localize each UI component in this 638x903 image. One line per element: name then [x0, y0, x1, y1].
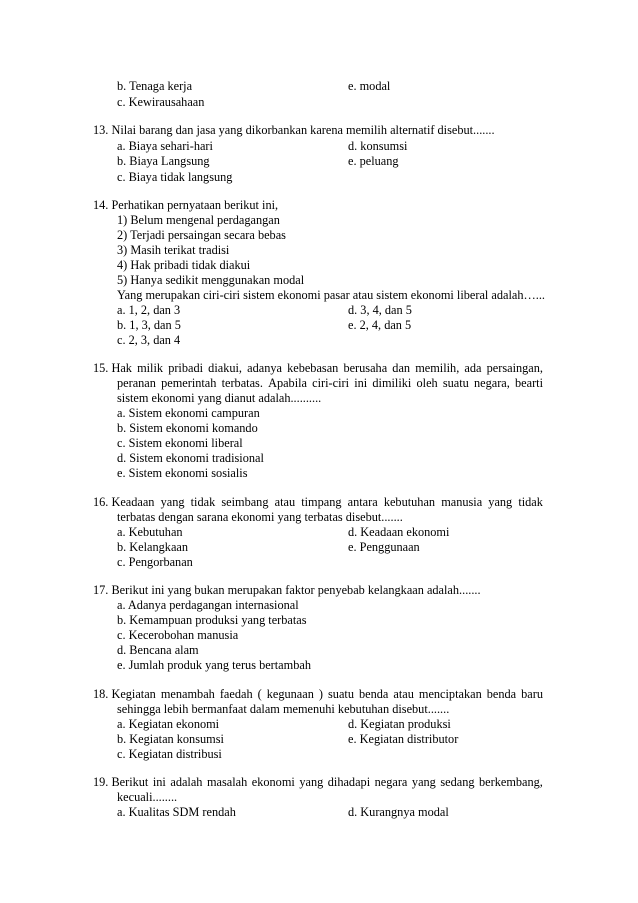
option-b: b. Kelangkaan [117, 540, 189, 554]
question-17: 17. Berikut ini yang bukan merupakan faktor penyebab kelangkaan adalah....... [93, 583, 481, 597]
option-d: d. konsumsi [348, 139, 408, 153]
option-d: d. Keadaan ekonomi [348, 525, 450, 539]
question-16-line-2: terbatas dengan sarana ekonomi yang terbatas disebut....... [117, 510, 403, 524]
option-c: c. Sistem ekonomi liberal [117, 436, 243, 450]
statement-2: 2) Terjadi persaingan secara bebas [117, 228, 286, 242]
option-c: c. 2, 3, dan 4 [117, 333, 181, 347]
option-e: e. peluang [348, 154, 399, 168]
statement-1: 1) Belum mengenal perdagangan [117, 213, 280, 227]
option-b: b. Kemampuan produksi yang terbatas [117, 613, 307, 627]
question-19-line-2: kecuali........ [117, 790, 178, 804]
option-d: d. Kurangnya modal [348, 805, 449, 819]
option-e: e. Jumlah produk yang terus bertambah [117, 658, 311, 672]
option-e: e. Kegiatan distributor [348, 732, 459, 746]
option-a: a. Kualitas SDM rendah [117, 805, 236, 819]
question-18-line-1: 18. Kegiatan menambah faedah ( kegunaan ) suatu benda atau menciptakan benda baru [93, 687, 543, 701]
question-15-line-3: sistem ekonomi yang dianut adalah.......... [117, 391, 322, 405]
question-16-line-1: 16. Keadaan yang tidak seimbang atau timpang antara kebutuhan manusia yang tidak [93, 495, 543, 509]
question-19-line-1: 19. Berikut ini adalah masalah ekonomi yang dihadapi negara yang sedang berkembang, [93, 775, 543, 789]
option-a: a. Kebutuhan [117, 525, 183, 539]
option-d: d. Bencana alam [117, 643, 199, 657]
question-14: 14. Perhatikan pernyataan berikut ini, [93, 198, 279, 212]
option-d: d. Sistem ekonomi tradisional [117, 451, 264, 465]
option-b: b. Sistem ekonomi komando [117, 421, 258, 435]
option-e: e. 2, 4, dan 5 [348, 318, 412, 332]
option-d: d. 3, 4, dan 5 [348, 303, 412, 317]
option-c: c. Biaya tidak langsung [117, 170, 233, 184]
question-15-line-2: peranan pemerintah terbatas. Apabila ciri-ciri ini dimiliki oleh suatu negara, bearti [117, 376, 543, 390]
statement-4: 4) Hak pribadi tidak diakui [117, 258, 251, 272]
option-e: e. Penggunaan [348, 540, 420, 554]
option-b: b. Tenaga kerja [117, 79, 193, 93]
option-a: a. Biaya sehari-hari [117, 139, 213, 153]
question-13: 13. Nilai barang dan jasa yang dikorbankan karena memilih alternatif disebut....... [93, 123, 495, 137]
option-d: d. Kegiatan produksi [348, 717, 451, 731]
option-e: e. Sistem ekonomi sosialis [117, 466, 248, 480]
question-14-prompt: Yang merupakan ciri-ciri sistem ekonomi pasar atau sistem ekonomi liberal adalah…... [117, 288, 546, 302]
option-b: b. Kegiatan konsumsi [117, 732, 224, 746]
option-c: c. Kegiatan distribusi [117, 747, 222, 761]
option-b: b. Biaya Langsung [117, 154, 210, 168]
option-b: b. 1, 3, dan 5 [117, 318, 181, 332]
option-a: a. 1, 2, dan 3 [117, 303, 181, 317]
option-c: c. Kewirausahaan [117, 95, 205, 109]
question-18-line-2: sehingga lebih bermanfaat dalam memenuhi kebutuhan disebut....... [117, 702, 450, 716]
option-a: a. Sistem ekonomi campuran [117, 406, 260, 420]
statement-3: 3) Masih terikat tradisi [117, 243, 230, 257]
option-c: c. Pengorbanan [117, 555, 193, 569]
option-a: a. Kegiatan ekonomi [117, 717, 220, 731]
statement-5: 5) Hanya sedikit menggunakan modal [117, 273, 305, 287]
option-a: a. Adanya perdagangan internasional [117, 598, 299, 612]
option-e: e. modal [348, 79, 391, 93]
option-c: c. Kecerobohan manusia [117, 628, 239, 642]
question-15-line-1: 15. Hak milik pribadi diakui, adanya kebebasan berusaha dan memilih, ada persaingan, [93, 361, 543, 375]
